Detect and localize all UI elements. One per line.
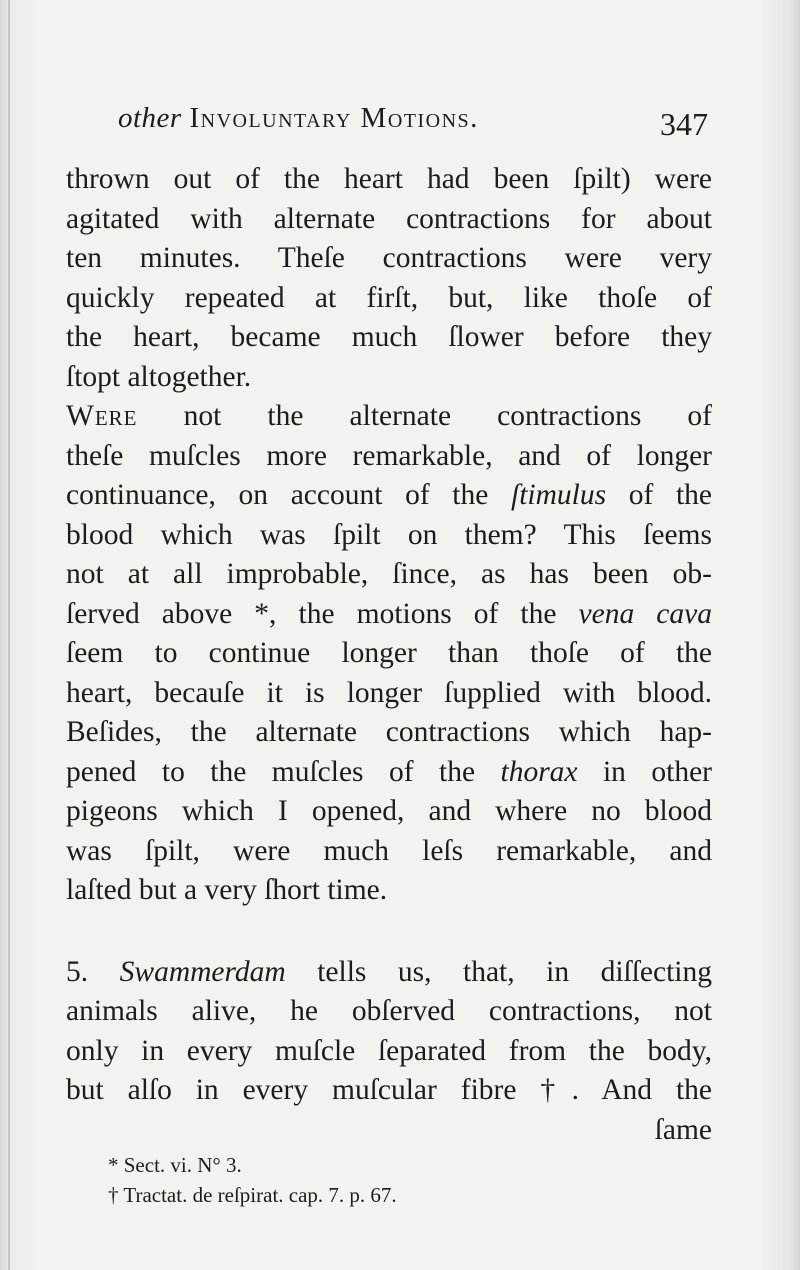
italic-term: thorax	[500, 755, 578, 788]
text-line: Beſides, the alternate contractions which hap-	[66, 716, 712, 748]
text-line: pigeons which I opened, and where no blood	[66, 795, 712, 827]
italic-name: Swammerdam	[119, 955, 286, 988]
text-run: not the alternate contractions of	[137, 400, 712, 432]
running-title-italic: other	[118, 102, 182, 134]
page-number: 347	[660, 106, 708, 142]
paragraph-start-line	[66, 397, 712, 437]
running-header	[118, 98, 718, 148]
page-gutter	[8, 0, 10, 1270]
text-line: thrown out of the heart had been ſpilt) were	[66, 163, 712, 195]
catchword: ſame	[654, 1114, 712, 1146]
numbered-paragraph-start	[66, 953, 712, 993]
text-line: blood which was ſpilt on them? This ſeems	[66, 518, 712, 551]
text-line	[66, 595, 712, 635]
text-line	[66, 753, 712, 793]
text-line: animals alive, he obſerved contractions, not	[66, 995, 712, 1027]
text-line: not at all improbable, ſince, as has been ob-	[66, 558, 712, 590]
section-number: 5.	[66, 955, 120, 988]
text-line: was ſpilt, were much leſs remarkable, and	[66, 834, 712, 867]
running-title-caps: Involuntary Motions.	[189, 102, 479, 134]
text-run: pened to the muſcles of the	[66, 755, 501, 788]
paragraph-gap	[66, 911, 712, 953]
text-line: ten minutes. Theſe contractions were very	[66, 242, 712, 274]
text-line: theſe muſcles more remarkable, and of longer	[66, 439, 712, 472]
text-run: continuance, on account of the	[66, 479, 511, 511]
footnote: * Sect. vi. N° 3.	[108, 1153, 242, 1177]
text-line: ſeem to continue longer than thoſe of the	[66, 637, 712, 669]
text-line: the heart, became much ſlower before they	[66, 321, 712, 353]
text-run: of the	[606, 479, 712, 511]
italic-term: vena cava	[578, 597, 712, 630]
text-line: quickly repeated at firſt, but, like thoſe of	[66, 281, 712, 314]
text-line: only in every muſcle ſeparated from the body,	[66, 1034, 712, 1067]
lead-word: Were	[66, 400, 138, 432]
running-title	[118, 102, 479, 135]
text-run: in other	[577, 755, 712, 788]
text-line: laſted but a very ſhort time.	[66, 874, 388, 906]
italic-term: ſtimulus	[511, 479, 607, 511]
footnotes	[108, 1150, 668, 1210]
text-line: but alſo in every muſcular fibre †. And the	[66, 1074, 712, 1106]
text-line: ſtopt altogether.	[66, 360, 252, 393]
text-run: ſerved above *, the motions of the	[66, 597, 579, 630]
text-run: tells us, that, in diſſecting	[285, 955, 712, 988]
text-line: heart, becauſe it is longer ſupplied with blood.	[66, 676, 712, 709]
text-line	[66, 476, 712, 516]
footnote: † Tractat. de reſpirat. cap. 7. p. 67.	[108, 1183, 397, 1207]
text-line: agitated with alternate contractions for about	[66, 202, 712, 235]
body-text	[66, 160, 712, 1111]
